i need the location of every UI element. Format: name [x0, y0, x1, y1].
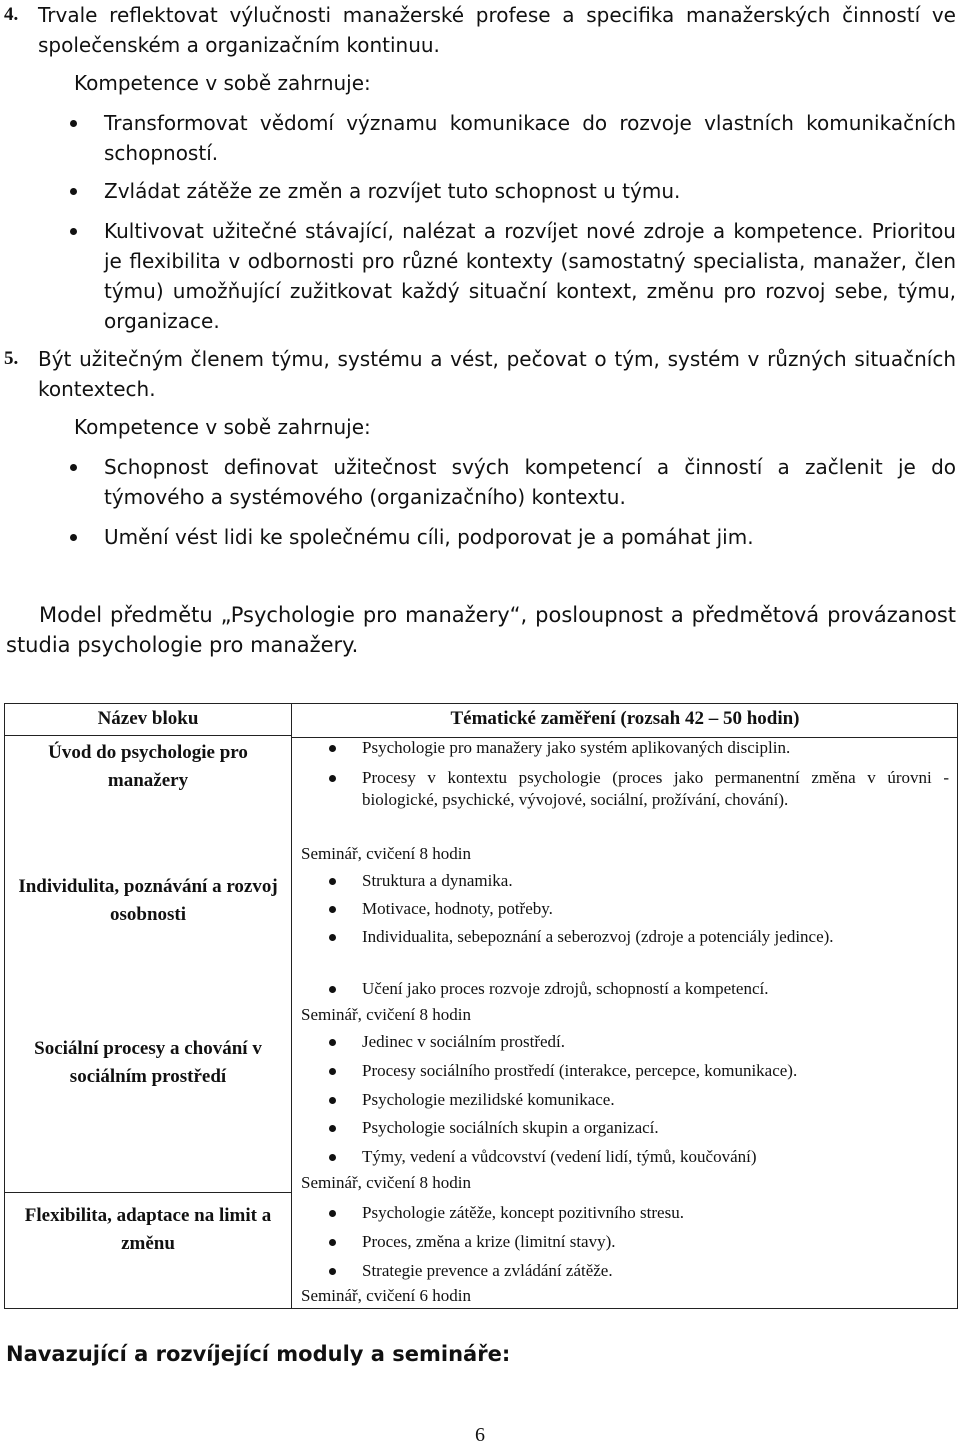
course-table: [4, 703, 958, 1309]
topic-item: [362, 1060, 949, 1082]
section-number: 4.: [4, 4, 19, 25]
competence-label: Kompetence v sobě zahrnuje:: [74, 71, 371, 95]
list-item-text: Transformovat vědomí významu komunikace do rozvoje vlastních komunikačních schopností.: [104, 111, 956, 165]
topic-text: Struktura a dynamika.: [362, 871, 513, 890]
bullet-icon: [329, 1068, 336, 1075]
topic-item: [362, 1089, 949, 1111]
seminar-hours: Seminář, cvičení 8 hodin: [301, 1005, 471, 1024]
bullet-icon: [329, 775, 336, 782]
row-divider: [5, 1192, 291, 1193]
topic-text: Učení jako proces rozvoje zdrojů, schopností a kompetencí.: [362, 979, 769, 998]
bullet-icon: [329, 1268, 336, 1275]
bullet-icon: [329, 906, 336, 913]
block-name: Úvod do psychologie pro manažery: [48, 742, 248, 791]
topic-item: [362, 767, 949, 811]
seminar-hours: Seminář, cvičení 6 hodin: [301, 1286, 471, 1305]
topic-item: [362, 737, 949, 759]
bullet-icon: [70, 188, 77, 195]
topic-item: [362, 1031, 949, 1053]
topic-item: [362, 926, 949, 948]
bullet-icon: [70, 464, 77, 471]
topic-item: [362, 898, 949, 920]
bullet-icon: [329, 1210, 336, 1217]
topic-text: Individualita, sebepoznání a seberozvoj (zdroje a potenciály jedince).: [362, 927, 834, 946]
topic-item: [362, 870, 949, 892]
competence-label: Kompetence v sobě zahrnuje:: [74, 415, 371, 439]
bullet-icon: [329, 1039, 336, 1046]
seminar-hours: Seminář, cvičení 8 hodin: [301, 844, 471, 863]
section-number: 5.: [4, 348, 19, 369]
bullet-icon: [329, 745, 336, 752]
block-name: Flexibilita, adaptace na limit a změnu: [24, 1205, 272, 1254]
heading-text: Trvale reflektovat výlučnosti manažerské profese a specifika manažerských činností ve společenském a organizačním kontinuu.: [38, 3, 956, 57]
list-item-text: Kultivovat užitečné stávající, nalézat a rozvíjet nové zdroje a kompetence. Prioritou je flexibilita v odbornosti pro různé kontexty (samostatný specialista, manažer, člen týmu) umožňující zužitkovat každý situační kontext, změnu pro rozvoj sebe, týmu, organizace.: [104, 219, 956, 333]
bullet-icon: [329, 934, 336, 941]
topic-text: Procesy sociálního prostředí (interakce, percepce, komunikace).: [362, 1061, 798, 1080]
bullet-icon: [329, 878, 336, 885]
topic-item: [362, 1231, 949, 1253]
bullet-icon: [329, 1125, 336, 1132]
topic-text: Psychologie pro manažery jako systém aplikovaných disciplin.: [362, 738, 791, 757]
column-divider: [291, 704, 292, 1308]
topic-item: [362, 1117, 949, 1139]
list-item: [104, 452, 956, 512]
list-item: [104, 216, 956, 336]
block-name: Sociální procesy a chování v sociálním prostředí: [34, 1038, 262, 1087]
list-item: [104, 176, 956, 206]
block-name: Individulita, poznávání a rozvoj osobnosti: [18, 876, 278, 925]
topic-text: Psychologie zátěže, koncept pozitivního stresu.: [362, 1203, 684, 1222]
topic-item: [362, 1260, 949, 1282]
bullet-icon: [329, 1239, 336, 1246]
page-number: 6: [475, 1424, 485, 1446]
heading-text: Být užitečným členem týmu, systému a vést, pečovat o tým, systém v různých situačních kontextech.: [38, 347, 956, 401]
list-item-text: Schopnost definovat užitečnost svých kompetencí a činností a začlenit je do týmového a systémového (organizačního) kontextu.: [104, 455, 956, 509]
topic-text: Proces, změna a krize (limitní stavy).: [362, 1232, 616, 1251]
list-item: [104, 522, 956, 552]
bullet-icon: [70, 120, 77, 127]
topic-text: Psychologie sociálních skupin a organizací.: [362, 1118, 659, 1137]
topic-item: [362, 978, 949, 1000]
seminar-hours: Seminář, cvičení 8 hodin: [301, 1173, 471, 1192]
list-item: [104, 108, 956, 168]
topic-text: Motivace, hodnoty, potřeby.: [362, 899, 553, 918]
model-title: Model předmětu „Psychologie pro manažery“, posloupnost a předmětová provázanost studia psychologie pro manažery.: [6, 603, 956, 657]
list-item-text: Zvládat zátěže ze změn a rozvíjet tuto schopnost u týmu.: [104, 179, 681, 203]
bullet-icon: [329, 986, 336, 993]
column-header-topic: Tématické zaměření (rozsah 42 – 50 hodin): [450, 708, 800, 729]
column-header-block: Název bloku: [97, 708, 199, 729]
topic-text: Týmy, vedení a vůdcovství (vedení lidí, týmů, koučování): [362, 1147, 757, 1166]
bullet-icon: [329, 1154, 336, 1161]
topic-text: Strategie prevence a zvládání zátěže.: [362, 1261, 613, 1280]
row-divider: [5, 735, 291, 736]
followup-heading: Navazující a rozvíjející moduly a semináře:: [6, 1342, 511, 1366]
bullet-icon: [329, 1097, 336, 1104]
topic-item: [362, 1146, 949, 1168]
list-item-text: Umění vést lidi ke společnému cíli, podporovat je a pomáhat jim.: [104, 525, 754, 549]
topic-item: [362, 1202, 949, 1224]
topic-text: Jedinec v sociálním prostředí.: [362, 1032, 566, 1051]
topic-text: Psychologie mezilidské komunikace.: [362, 1090, 615, 1109]
bullet-icon: [70, 228, 77, 235]
bullet-icon: [70, 534, 77, 541]
topic-text: Procesy v kontextu psychologie (proces jako permanentní změna v úrovni - biologické, psychické, vývojové, sociální, prožívání, chování).: [362, 768, 949, 809]
